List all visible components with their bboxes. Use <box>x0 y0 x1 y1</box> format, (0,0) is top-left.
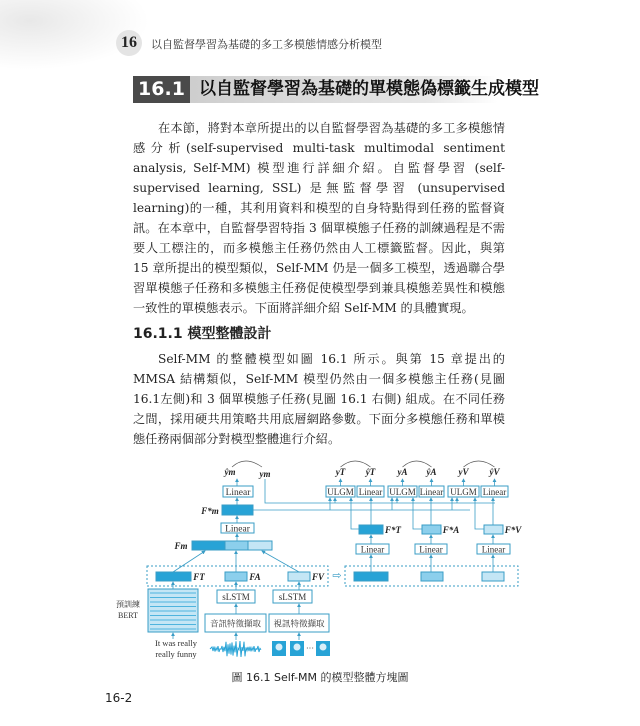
bert-label-1: 預訓練 <box>116 600 140 609</box>
arc <box>232 461 262 467</box>
bert-label-2: BERT <box>118 611 138 620</box>
paragraph-text: Self-MM 的整體模型如圖 16.1 所示。與第 15 章提出的 MMSA 結構類似，Self-MM 模型仍然由一個多模態主任務(見圖16.1左側)和 3 個單模態子任務(見圖 16.1 右側) 組成。在不同任務之間，採用硬共用策略共用底層網路參數。下面分多模態任務和單模態任務兩個部分對模型整體進行介紹。 <box>133 352 505 446</box>
fa-label: FA <box>249 572 261 582</box>
figure-diagram <box>100 455 540 670</box>
yhat-a-label: ŷA <box>426 467 437 477</box>
y-t-label: yT <box>335 467 346 477</box>
f-star-box-a <box>422 525 441 534</box>
ulgm-box-a-label: ULGM <box>389 487 416 497</box>
section-title: 以自監督學習為基礎的單模態偽標籤生成模型 <box>199 79 539 99</box>
paragraph-text: 在本節，將對本章所提出的以自監督學習為基礎的多工多模態情感分析(self-supervised multi-task multimodal sentiment analysis, Self-MM) 模型進行詳細介紹。自監督學習 (self-supervised learning, SSL) 是無監督學習 (unsupervised learning)的一種，其利用資料和模型的自身特點得到任務的監督資訊。在本章中，自監督學習特指 3 個單模態子任務的訓練過程是不需要人工標注的，而多模態主任務仍然由人工標籤監督。因此，與第 15 章所提出的模型類似，Self-MM 仍是一個多工模型，透過聯合學習單模態子任務和多模態主任務促使模型學到兼具模態差異性和模態一致性的單模態表示。下面將詳細介紹 Self-MM 的具體實現。 <box>133 121 505 315</box>
ft-copy-box <box>354 572 388 581</box>
linear-box-v-out-label: Linear <box>482 487 507 497</box>
figure-caption: 圖 16.1 Self-MM 的模型整體方塊圖 <box>231 671 409 684</box>
linear-box-a-out-label: Linear <box>419 487 444 497</box>
fm-seg-video <box>248 541 272 550</box>
yhat-t-label: ŷT <box>365 467 376 477</box>
fv-box <box>288 572 310 581</box>
fm-seg-audio <box>225 541 248 550</box>
subsection-title: 16.1.1 模型整體設計 <box>133 326 272 342</box>
face-icon <box>294 644 301 651</box>
f-star-label-t: F*T <box>384 525 402 535</box>
face-icon <box>276 644 283 651</box>
y-m-label: ym <box>259 469 271 479</box>
audio-feature-extractor-label: 音訊特徵擷取 <box>209 618 262 629</box>
fa-copy-box <box>421 572 443 581</box>
linear-box-t-label: Linear <box>360 544 385 555</box>
linear-box-t-out-label: Linear <box>358 487 383 497</box>
ulgm-box-v-label: ULGM <box>450 487 477 497</box>
chapter-number: 16 <box>116 30 142 56</box>
slstm-video-label: sLSTM <box>278 592 307 602</box>
fm-label: Fm <box>174 541 188 551</box>
paragraph-intro <box>133 118 505 318</box>
section-number: 16.1 <box>133 76 190 103</box>
linear-box-v-label: Linear <box>481 544 506 555</box>
fa-box <box>225 572 247 581</box>
fv-copy-box <box>482 572 504 581</box>
y-v-label: yV <box>458 467 469 477</box>
chapter-title: 以自監督學習為基礎的多工多模態情感分析模型 <box>151 38 382 51</box>
linear-box-m2-label: Linear <box>225 524 250 535</box>
fm-star-label: F*m <box>201 506 219 516</box>
f-star-label-v: F*V <box>504 525 522 535</box>
paragraph-design <box>133 349 505 449</box>
ulgm-box-t-label: ULGM <box>327 487 354 497</box>
yhat-v-label: ŷV <box>489 467 500 477</box>
linear-box-m-label: Linear <box>225 488 251 498</box>
slstm-audio-label: sLSTM <box>222 592 250 602</box>
face-icon <box>320 644 327 651</box>
y-a-label: yA <box>397 467 408 477</box>
f-star-box-t <box>359 525 383 534</box>
fm-seg-text <box>192 541 225 550</box>
audio-waveform-icon <box>210 641 261 657</box>
ft-box <box>156 572 191 581</box>
yhat-m-label: ŷm <box>224 467 236 477</box>
video-feature-extractor-label: 視訊特徵擷取 <box>273 618 325 629</box>
text-input-1: It was really <box>154 638 198 648</box>
transfer-arrow-icon: ⇨ <box>332 570 342 582</box>
fm-star-box <box>222 505 253 515</box>
arrow <box>173 551 205 572</box>
f-star-box-v <box>484 525 503 534</box>
bert-encoder <box>148 589 198 632</box>
text-input-2: really funny <box>155 649 197 659</box>
page-content <box>105 0 522 726</box>
fv-label: FV <box>311 572 325 582</box>
ellipsis: ··· <box>306 644 314 653</box>
arrow <box>262 551 299 572</box>
f-star-label-a: F*A <box>442 525 460 535</box>
ft-label: FT <box>193 572 205 582</box>
figure <box>100 455 540 670</box>
linear-box-a-label: Linear <box>419 544 443 555</box>
page-number: 16-2 <box>105 691 133 705</box>
